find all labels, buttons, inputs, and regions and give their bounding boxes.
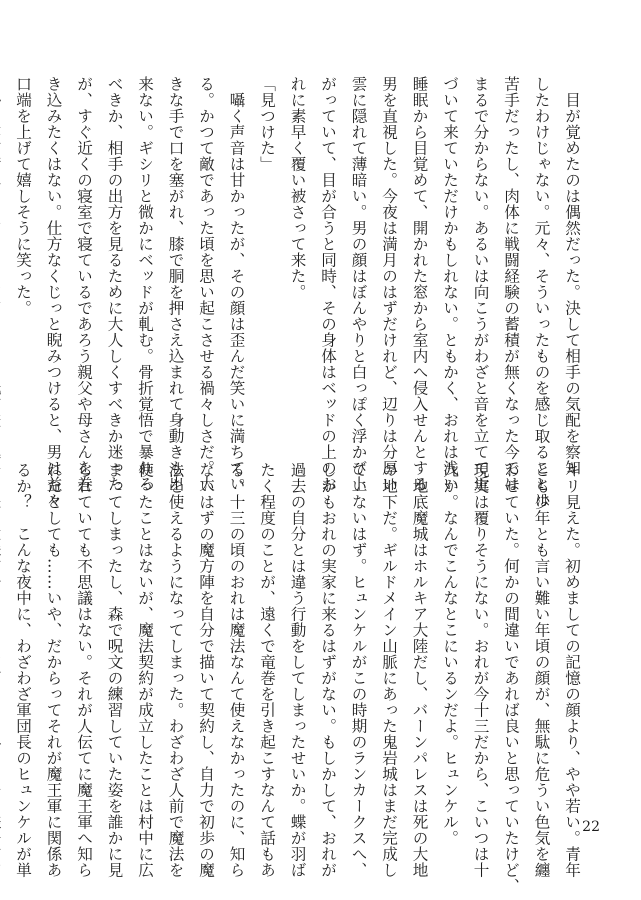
text-line: れたとしても……いや、だからってそれが魔王軍に関係あ — [44, 462, 63, 878]
text-line — [0, 76, 8, 448]
text-line: 囁く声音は甘かったが、その顔は歪んだ笑いに満ちてい — [227, 76, 246, 492]
text-line: まってしまったし、森で呪文の練習していた姿を誰かに見 — [105, 462, 124, 878]
text-line: の地下だ。ギルドメイン山脈にあった鬼岩城はまだ完成し — [380, 462, 398, 878]
text-line: 使ったことはないが、魔法契約が成立したことは村中に広 — [136, 462, 154, 878]
page-number: 22 — [582, 819, 600, 835]
text-line: したわけじゃない。元々、そういったものを感じ取ることは — [532, 76, 551, 508]
text-line: キリ見えた。初めましての記憶の顔より、やや若い。青年 — [563, 462, 581, 878]
text-line: べきか、相手の出方を見るために大人しくすべきか迷った — [105, 76, 124, 492]
text-line: る。かつて敵であった頃を思い起こさせる禍々しさだ。大 — [197, 76, 215, 492]
text-line: ていないはず。ヒュンケルがこの時期のランカークスへ、 — [349, 462, 368, 878]
text-line: られていても不思議はない。それが人伝てに魔王軍へ知ら — [75, 462, 93, 878]
text-line: が、すぐ近くの寝室で寝ているであろう親父や母さんを巻 — [75, 76, 93, 492]
text-line: る。十三の頃のおれは魔法なんて使えなかったのに、知ら — [227, 462, 246, 878]
text-line: たく程度のことが、遠くで竜巻を引き起こすなんて話もあ — [258, 462, 276, 878]
text-line: き込みたくはない。仕方なくじっと睨みつけると、男は益々 — [44, 76, 63, 508]
text-line: きな手で口を塞がれ、膝で胴を押さえ込まれて身動きも出 — [166, 76, 185, 492]
text-line: 過去の自分とは違う行動をしてしまったせいか。蝶が羽ば — [288, 462, 307, 878]
text-line: 男を直視した。今夜は満月のはずだけれど、辺りは分厚い — [380, 76, 398, 492]
upper-text-block — [14, 76, 587, 508]
lower-text-block — [14, 462, 587, 894]
text-line: れに素早く覆い被さって来た。 — [288, 76, 307, 300]
text-line: 目が覚めたのは偶然だった。決して相手の気配を察知 — [563, 76, 581, 476]
text-line: しかもおれの実家に来るはずがない。もしかして、おれが — [319, 462, 337, 878]
text-line: 「見つけた」 — [258, 76, 276, 172]
text-line: 睡眠から目覚めて、開かれた窓から室内へ侵入せんとする — [410, 76, 429, 492]
text-line: 九か。なんでこんなとこにいるンだよ。ヒュンケル。 — [441, 462, 459, 846]
text-line: 地底魔城はホルキア大陸だし、バーンパレスは死の大地 — [410, 462, 429, 878]
text-line: 口端を上げて嬉しそうに笑った。 — [14, 76, 32, 316]
text-line: 来ない。ギシリと微かにベッドが軋む。骨折覚悟で暴れる — [136, 76, 154, 492]
text-line: わせていた。何かの間違いであれば良いと思っていたけど、 — [502, 462, 520, 894]
text-line: がっていて、目が合うと同時、その身体はベッドの上のお — [319, 76, 337, 492]
text-line: 雲に隠れて薄暗い。男の顔はぼんやりと白っぽく浮かび上 — [349, 76, 368, 492]
text-line: 苦手だったし、肉体に戦闘経験の蓄積が無くなった今では — [502, 76, 520, 492]
text-line — [0, 462, 8, 815]
text-line: 現実は覆りそうにない。おれが今十三だから、こいつは十 — [471, 462, 490, 878]
text-line: づいて来ていただけかもしれない。ともかく、おれは浅い — [441, 76, 459, 492]
text-line: とも少年とも言い難い年頃の顔が、無駄に危うい色気を纏 — [532, 462, 551, 878]
text-line: まるで分からない。あるいは向こうがわざと音を立てて近 — [471, 76, 490, 492]
text-line: ないはずの魔方陣を自分で描いて契約し、自力で初歩の魔 — [197, 462, 215, 878]
text-line: るか？ こんな夜中に、わざわざ軍団長のヒュンケルが単 — [14, 462, 32, 878]
text-line: 法を使えるようになってしまった。わざわざ人前で魔法を — [166, 462, 185, 878]
